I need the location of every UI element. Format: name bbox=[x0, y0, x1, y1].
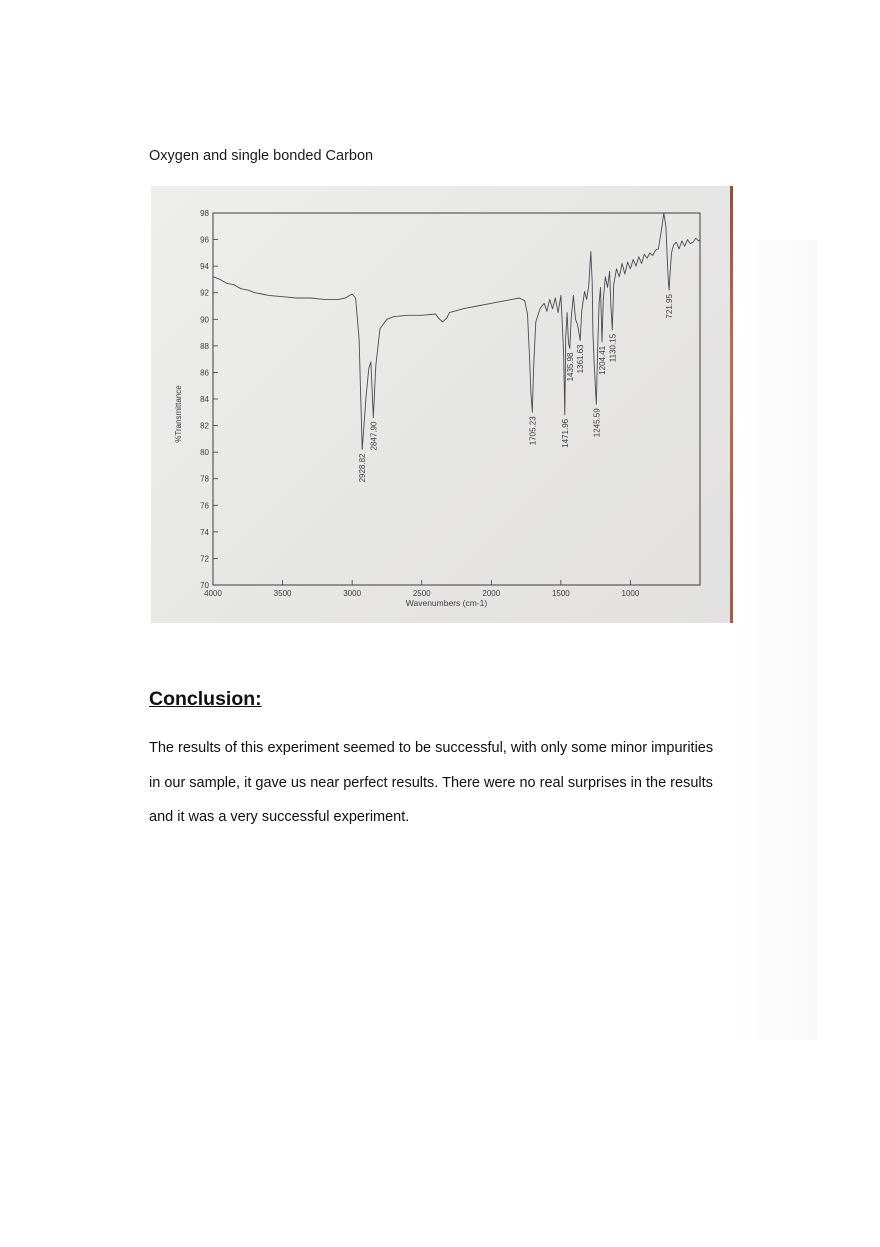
x-tick-label: 3000 bbox=[343, 589, 362, 598]
conclusion-heading: Conclusion: bbox=[149, 688, 262, 710]
y-tick-label: 72 bbox=[200, 554, 209, 564]
conclusion-line: and it was a very successful experiment. bbox=[149, 809, 410, 825]
ir-spectrum-photo bbox=[151, 186, 733, 623]
y-tick-label: 94 bbox=[200, 262, 209, 272]
x-tick-label: 2000 bbox=[482, 589, 501, 598]
y-tick-label: 92 bbox=[200, 288, 209, 298]
plot-frame bbox=[213, 213, 700, 585]
x-tick-label: 1500 bbox=[551, 589, 570, 598]
peak-label: 721.95 bbox=[665, 294, 675, 319]
x-tick-label: 1000 bbox=[621, 589, 640, 598]
conclusion-paragraph bbox=[149, 731, 749, 835]
y-tick-label: 82 bbox=[200, 421, 209, 431]
peak-label: 1471.96 bbox=[560, 418, 570, 448]
y-tick-label: 78 bbox=[200, 474, 209, 484]
x-tick-label: 2500 bbox=[412, 589, 431, 598]
spectrum-line bbox=[213, 213, 700, 450]
y-tick-label: 84 bbox=[200, 395, 209, 404]
y-tick-label: 74 bbox=[200, 527, 209, 537]
conclusion-line: in our sample, it gave us near perfect results. There were no real surprises in the results bbox=[149, 774, 713, 791]
peak-label: 1245.59 bbox=[592, 408, 602, 438]
peak-label: 2928.82 bbox=[358, 453, 367, 483]
peak-label: 1204.41 bbox=[598, 345, 607, 375]
photo-edge bbox=[730, 186, 733, 623]
y-tick-label: 88 bbox=[200, 341, 209, 351]
y-tick-label: 86 bbox=[200, 368, 209, 378]
figure-caption: Oxygen and single bonded Carbon bbox=[149, 148, 374, 164]
ir-spectrum-chart bbox=[151, 186, 733, 623]
y-tick-label: 80 bbox=[200, 448, 209, 458]
conclusion-line: The results of this experiment seemed to be successful, with only some minor impurities bbox=[149, 740, 714, 756]
y-axis-label: %Transmittance bbox=[174, 385, 183, 443]
x-tick-label: 4000 bbox=[204, 589, 222, 598]
peak-label: 1361.63 bbox=[576, 344, 586, 374]
peak-label: 1130.15 bbox=[608, 333, 618, 363]
peak-label: 1435.98 bbox=[565, 352, 575, 382]
peak-label: 2847.90 bbox=[369, 421, 379, 451]
y-tick-label: 70 bbox=[200, 581, 209, 590]
x-tick-label: 3500 bbox=[273, 589, 292, 598]
y-tick-label: 76 bbox=[200, 501, 209, 511]
y-tick-label: 98 bbox=[200, 209, 209, 218]
y-tick-label: 96 bbox=[200, 235, 209, 245]
y-tick-label: 90 bbox=[200, 315, 209, 325]
x-axis-label: Wavenumbers (cm-1) bbox=[405, 598, 488, 608]
peak-label: 1705.23 bbox=[528, 416, 538, 446]
page-shadow bbox=[735, 240, 817, 1040]
